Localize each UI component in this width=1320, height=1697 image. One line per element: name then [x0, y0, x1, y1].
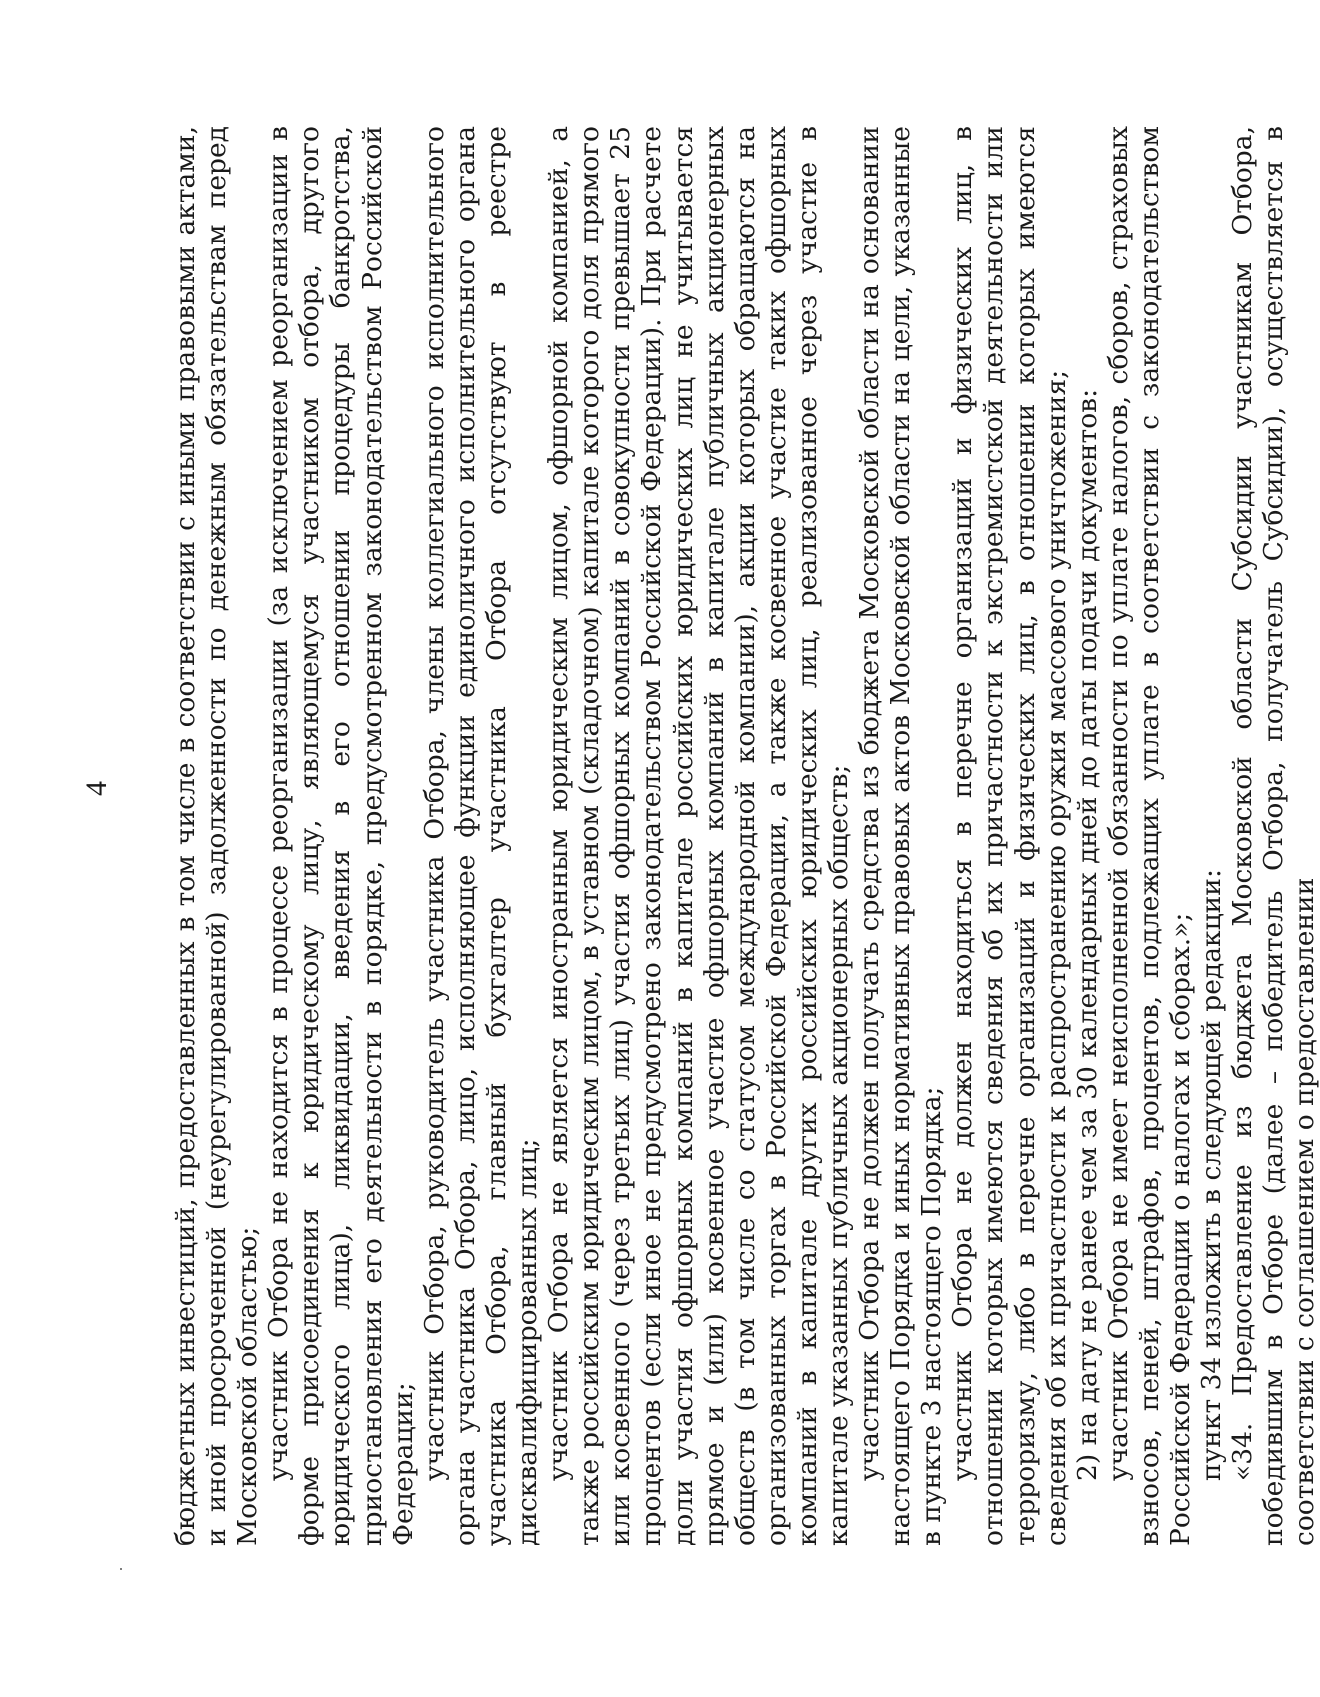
paragraph: участник Отбора не должен находиться в перечне организаций и физических лиц, в отношении которых имеются сведения об их причастности к экстремистской деятельности или терроризму, либо в перечне организаций и физических лиц, в отношении которых имеются сведения об их причастности к распространению оружия массового уничтожения;	[947, 126, 1072, 1546]
paragraph: участник Отбора не имеет неисполненной обязанности по уплате налогов, сборов, страховых взносов, пеней, штрафов, процентов, подлежащих уплате в соответствии с законодательством Российской Федерации о налогах и сборах.»;	[1102, 126, 1196, 1546]
page-number: 4	[80, 781, 113, 796]
paragraph: участник Отбора не является иностранным юридическим лицом, офшорной компанией, а также российским юридическим лицом, в уставном (складочном) капитале которого доля прямого или косвенного (через третьих лиц) участия офшорных компаний в совокупности превышает 25 процентов (если иное не предусмотрено законодательством Российской Федерации). При расчете доли участия офшорных компаний в капитале российских юридических лиц не учитывается прямое и (или) косвенное участие офшорных компаний в капитале публичных акционерных обществ (в том числе со статусом международной компании), акции которых обращаются на организованных торгах в Российской Федерации, а также косвенное участие таких офшорных компаний в капитале других российских юридических лиц, реализованное через участие в капитале указанных публичных акционерных обществ;	[543, 126, 854, 1546]
scan-speck	[120, 1568, 122, 1570]
paragraph: «34. Предоставление из бюджета Московской области Субсидии участникам Отбора, победившим в Отборе (далее – победитель Отбора, получатель Субсидии), осуществляется в соответствии с соглашением о предоставлении	[1227, 126, 1320, 1546]
paragraph: участник Отбора не находится в процессе реорганизации (за исключением реорганизации в форме присоединения к юридическому лицу, являющемуся участником отбора, другого юридического лица), ликвидации, введения в его отношении процедуры банкротства, приостановления его деятельности в порядке, предусмотренном законодательством Российской Федерации;	[263, 126, 419, 1546]
paragraph: бюджетных инвестиций, предоставленных в том числе в соответствии с иными правовыми актами, и иной просроченной (неурегулированной) задолженности по денежным обязательствам перед Московской областью;	[170, 126, 264, 1546]
paragraph: 2) на дату не ранее чем за 30 календарных дней до даты подачи документов:	[1071, 389, 1103, 1481]
body-text	[170, 126, 1320, 1546]
rotated-text-block	[80, 126, 1320, 1546]
paragraph: пункт 34 изложить в следующей редакции:	[1196, 869, 1228, 1481]
paragraph: участник Отбора не должен получать средства из бюджета Московской области на основании настоящего Порядка и иных нормативных правовых актов Московской области на цели, указанные в пункте 3 настоящего Порядка;	[854, 126, 948, 1546]
paragraph: участник Отбора, руководитель участника Отбора, члены коллегиального исполнительного органа участника Отбора, лицо, исполняющее функции единоличного исполнительного органа участника Отбора, главный бухгалтер участника Отбора отсутствуют в реестре дисквалифицированных лиц;	[418, 126, 544, 1546]
